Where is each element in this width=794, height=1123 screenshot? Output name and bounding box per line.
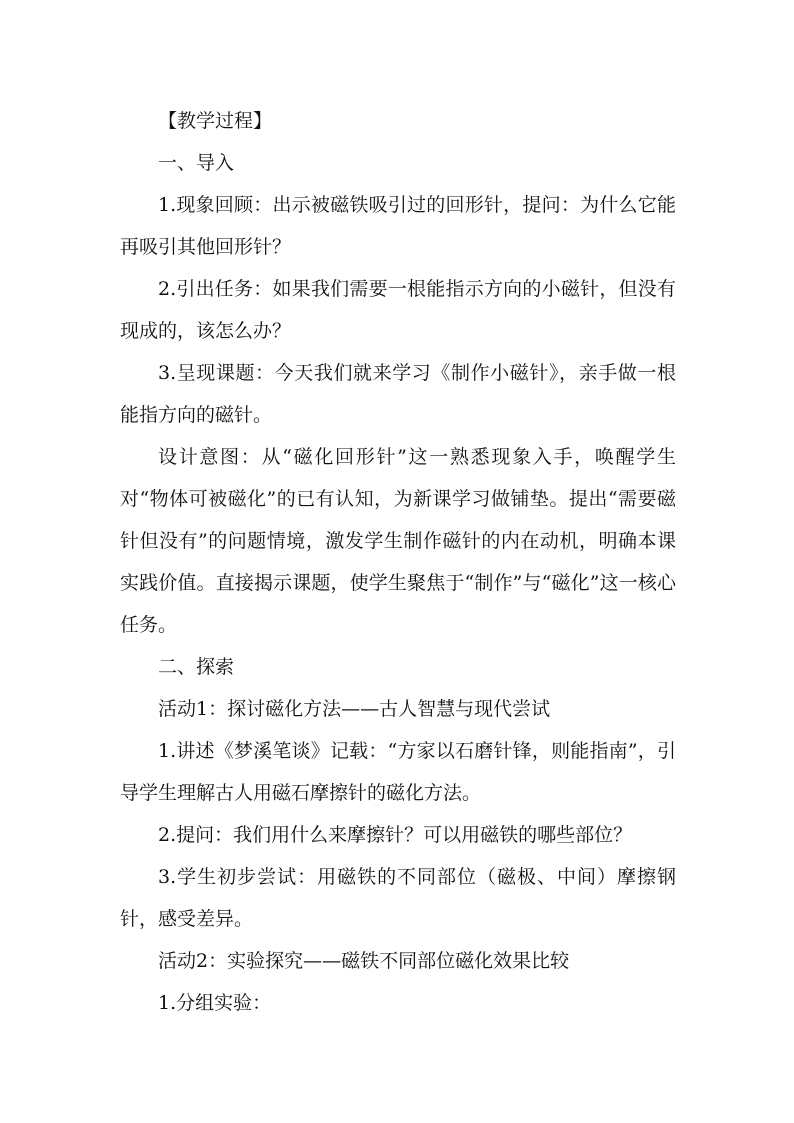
activity-heading-1: 活动1：探讨磁化方法——古人智慧与现代尝试: [158, 698, 551, 720]
activity-heading-2: 活动2：实验探究——磁铁不同部位磁化效果比较: [158, 950, 570, 972]
paragraph-introduce-task: 2.引出任务：如果我们需要一根能指示方向的小磁针，但没有现成的，该怎么办？: [120, 278, 676, 342]
document-body: [120, 100, 676, 1024]
paragraph-student-attempt: 3.学生初步尝试：用磁铁的不同部位（磁极、中间）摩擦钢针，感受差异。: [120, 866, 676, 930]
section-heading-teaching-process: 【教学过程】: [158, 110, 273, 132]
paragraph-mengxi-bitan: 1.讲述《梦溪笔谈》记载：“方家以石磨针锋，则能指南”，引导学生理解古人用磁石摩擦针的磁化方法。: [120, 740, 676, 804]
section-heading-introduction: 一、导入: [158, 152, 235, 174]
section-heading-exploration: 二、探索: [158, 656, 235, 678]
paragraph-group-experiment: 1.分组实验：: [158, 992, 272, 1014]
paragraph-question: 2.提问：我们用什么来摩擦针？可以用磁铁的哪些部位？: [158, 824, 633, 846]
paragraph-phenomenon-review: 1.现象回顾：出示被磁铁吸引过的回形针，提问：为什么它能再吸引其他回形针？: [120, 194, 676, 258]
paragraph-design-intent: 设计意图：从“磁化回形针”这一熟悉现象入手，唤醒学生对“物体可被磁化”的已有认知，为新课学习做铺垫。提出“需要磁针但没有”的问题情境，激发学生制作磁针的内在动机，明确本课实践价值。直接揭示课题，使学生聚焦于“制作”与“磁化”这一核心任务。: [120, 446, 676, 636]
paragraph-present-topic: 3.呈现课题：今天我们就来学习《制作小磁针》，亲手做一根能指方向的磁针。: [120, 362, 676, 426]
